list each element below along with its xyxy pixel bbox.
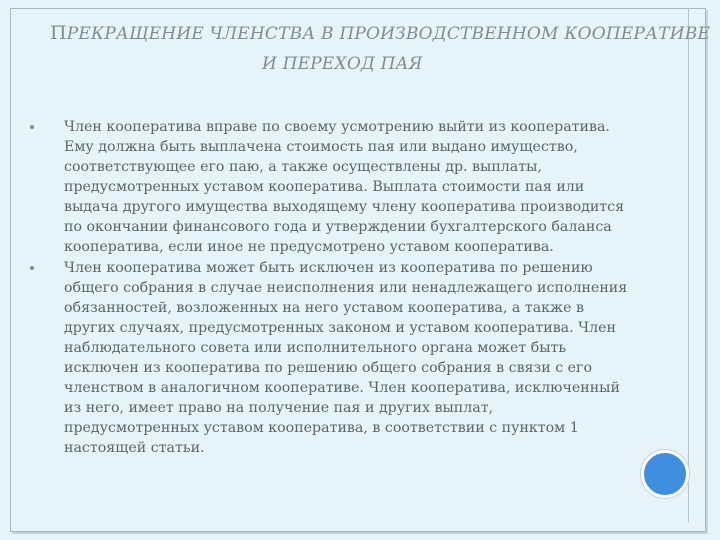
- bullet-text: Член кооператива вправе по своему усмотрению выйти из кооператива. Ему должна быть выплачена стоимость пая или выдано имущество, соответствующее его паю, а также осуществлены др. выплаты, предусмотренных уставом кооператива. Выплата стоимости пая или выдача другого имущества выходящему члену кооператива производится по окончании финансового года и утверждении бухгалтерского баланса кооператива, если иное не предусмотрено уставом кооператива.: [64, 119, 625, 255]
- title-initial-capital: П: [50, 22, 67, 44]
- title-line-2: И ПЕРЕХОД ПАЯ: [262, 54, 423, 74]
- bullet-icon: [30, 125, 34, 129]
- bullet-text: Член кооператива может быть исключен из кооператива по решению общего собрания в случае неисполнения или ненадлежащего исполнения обязанностей, возложенных на него уставом кооператива, а также в других случаях, предусмотренных законом и уставом кооператива. Член наблюдательного совета или исполнительного органа может быть исключен из кооператива по решению общего собрания в связи с его членством в аналогичном кооперативе. Член кооператива, исключенный из него, имеет право на получение пая и других выплат, предусмотренных уставом кооператива, в соответствии с пунктом 1 настоящей статьи.: [64, 260, 628, 456]
- blue-circle-icon: [641, 450, 689, 498]
- vertical-rule: [688, 8, 689, 522]
- title-line-1-text: РЕКРАЩЕНИЕ ЧЛЕНСТВА В ПРОИЗВОДСТВЕННОМ КООПЕРАТИВЕ: [66, 24, 711, 44]
- list-item: [30, 258, 630, 458]
- title-line-1: [50, 24, 710, 43]
- list-item: [30, 117, 630, 257]
- bullet-list: [30, 117, 630, 458]
- bullet-icon: [30, 266, 34, 270]
